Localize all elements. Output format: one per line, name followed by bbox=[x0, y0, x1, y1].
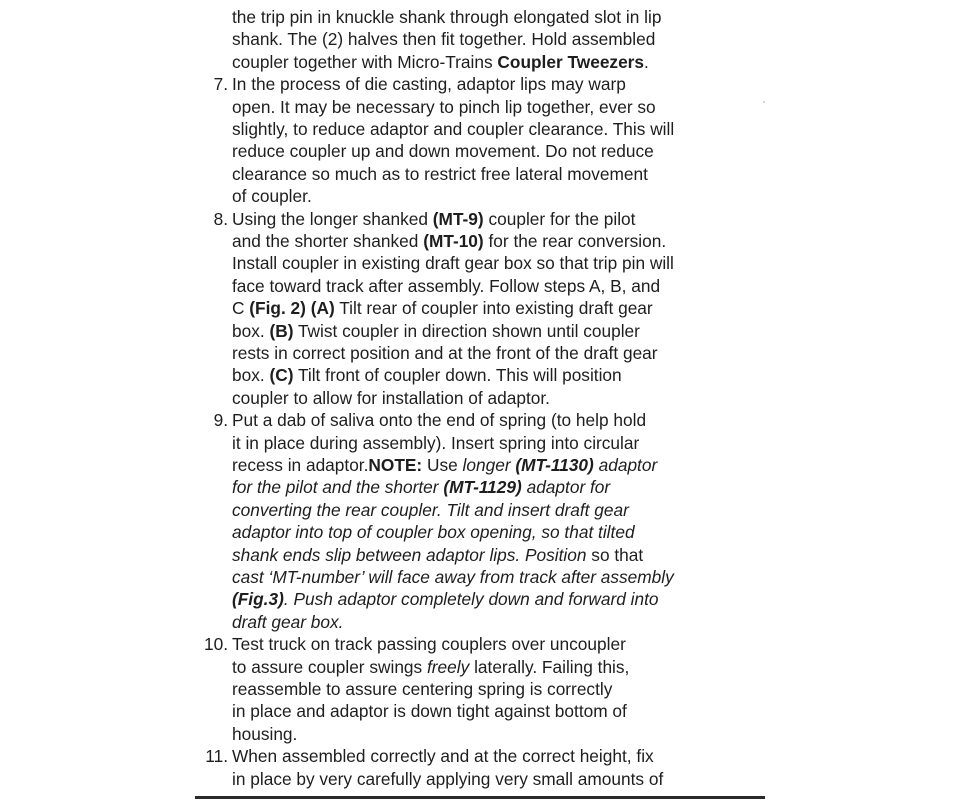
text-line bbox=[232, 342, 658, 364]
text-line bbox=[232, 700, 627, 722]
text-segment: Use bbox=[422, 455, 463, 475]
text-line bbox=[232, 499, 629, 521]
text-segment: (Fig. 2) bbox=[249, 298, 306, 319]
text-segment: freely bbox=[427, 656, 470, 677]
text-segment: adaptor bbox=[593, 455, 658, 475]
step-number bbox=[0, 208, 232, 230]
text-segment: reassemble to assure centering spring is correctly bbox=[232, 679, 613, 699]
text-segment: coupler for the pilot bbox=[483, 208, 636, 229]
text-segment: (MT-10) bbox=[423, 231, 484, 251]
text-segment: In the process of die casting, adaptor lips may warp bbox=[232, 74, 626, 95]
text-segment: and the shorter shanked bbox=[232, 231, 424, 251]
text-segment: for the pilot and the shorter bbox=[232, 477, 444, 498]
text-line bbox=[232, 387, 550, 409]
text-segment: adaptor for bbox=[521, 477, 611, 498]
text-line bbox=[232, 678, 612, 700]
text-segment: When assembled correctly and at the correct height, fix bbox=[232, 746, 654, 767]
text-line bbox=[232, 140, 654, 162]
step-number bbox=[0, 73, 232, 95]
text-line bbox=[232, 432, 639, 454]
text-segment: (MT-1130) bbox=[515, 455, 594, 475]
text-segment: (C) bbox=[269, 365, 294, 386]
text-segment: . bbox=[644, 51, 649, 72]
text-segment: cast ‘MT-number’ will face away from track after assembly bbox=[232, 567, 674, 587]
text-segment: NOTE: bbox=[368, 455, 423, 475]
text-segment: recess in adaptor. bbox=[232, 455, 369, 475]
text-segment: Test truck on track passing couplers over uncoupler bbox=[232, 634, 626, 655]
text-line bbox=[232, 208, 635, 230]
step-number-text: 7. bbox=[213, 74, 228, 95]
text-line bbox=[232, 745, 654, 767]
text-segment: open. It may be necessary to pinch lip together, ever so bbox=[232, 96, 656, 117]
text-line bbox=[232, 364, 622, 386]
text-segment: housing. bbox=[232, 723, 298, 744]
text-segment: Tilt rear of coupler into existing draft gear bbox=[334, 298, 653, 319]
text-segment: box. bbox=[232, 365, 270, 386]
text-segment: rests in correct position and at the front of the draft gear bbox=[232, 343, 658, 363]
text-line bbox=[232, 320, 640, 342]
scan-speck bbox=[763, 101, 765, 103]
text-line bbox=[232, 275, 660, 297]
text-segment: shank ends slip between adaptor lips. Position bbox=[232, 544, 592, 565]
text-segment: of coupler. bbox=[232, 186, 312, 207]
text-line bbox=[232, 252, 674, 274]
text-segment: (B) bbox=[269, 320, 294, 341]
text-line bbox=[232, 544, 643, 566]
step-number-text: 11. bbox=[205, 746, 228, 767]
text-line bbox=[232, 230, 666, 252]
step-number bbox=[0, 745, 232, 767]
text-segment: box. bbox=[232, 320, 270, 341]
text-segment: Twist coupler in direction shown until coupler bbox=[293, 320, 640, 341]
text-segment: converting the rear coupler. Tilt and insert draft gear bbox=[232, 499, 629, 520]
text-segment: Coupler Tweezers bbox=[497, 51, 645, 72]
text-line bbox=[232, 28, 655, 50]
text-segment: so that bbox=[591, 544, 644, 565]
text-segment: coupler to allow for installation of adaptor. bbox=[232, 387, 550, 408]
text-segment: Put a dab of saliva onto the end of spring (to help hold bbox=[232, 410, 647, 431]
text-segment: longer bbox=[462, 455, 516, 475]
text-segment: for the rear conversion. bbox=[483, 231, 667, 251]
text-segment: Install coupler in existing draft gear box so that trip pin will bbox=[232, 253, 674, 274]
text-line bbox=[232, 588, 659, 610]
step-number-text: 9. bbox=[213, 410, 228, 431]
step-number bbox=[0, 409, 232, 431]
text-segment: face toward track after assembly. Follow steps A, B, and bbox=[232, 275, 661, 296]
step-number-text: 10. bbox=[203, 634, 228, 655]
text-line bbox=[232, 611, 343, 633]
text-line bbox=[232, 73, 626, 95]
text-line bbox=[232, 566, 674, 588]
text-segment: coupler together with Micro-Trains bbox=[232, 51, 498, 72]
text-line bbox=[232, 476, 610, 498]
text-line bbox=[232, 163, 648, 185]
text-segment: adaptor into top of coupler box opening, so that tilted bbox=[232, 522, 635, 543]
text-segment: Using the longer shanked bbox=[232, 208, 433, 229]
text-segment: clearance so much as to restrict free lateral movement bbox=[232, 163, 648, 184]
text-segment: reduce coupler up and down movement. Do not reduce bbox=[232, 141, 654, 162]
text-segment: laterally. Failing this, bbox=[469, 656, 630, 677]
text-line bbox=[232, 409, 646, 431]
text-segment: shank. The (2) halves then fit together. Hold assembled bbox=[232, 29, 656, 50]
text-line bbox=[232, 51, 649, 73]
text-segment: (Fig.3) bbox=[232, 589, 284, 610]
text-line bbox=[232, 768, 663, 790]
text-line bbox=[232, 118, 674, 140]
text-segment: C bbox=[232, 298, 250, 319]
text-segment: . Push adaptor completely down and forward into bbox=[283, 589, 659, 610]
text-segment: draft gear box. bbox=[232, 611, 344, 632]
text-segment: slightly, to reduce adaptor and coupler clearance. This will bbox=[232, 119, 675, 139]
text-line bbox=[232, 297, 653, 319]
text-segment: to assure coupler swings bbox=[232, 656, 427, 677]
text-segment: Tilt front of coupler down. This will position bbox=[293, 365, 622, 386]
text-segment: the trip pin in knuckle shank through elongated slot in lip bbox=[232, 7, 662, 27]
text-segment: in place by very carefully applying very small amounts of bbox=[232, 768, 664, 789]
text-segment: it in place during assembly). Insert spring into circular bbox=[232, 432, 640, 453]
text-line bbox=[232, 723, 297, 745]
step-number bbox=[0, 633, 232, 655]
text-line bbox=[232, 656, 629, 678]
text-line bbox=[232, 6, 661, 28]
text-segment: in place and adaptor is down tight against bottom of bbox=[232, 701, 627, 722]
text-line bbox=[232, 521, 635, 543]
text-line bbox=[232, 96, 656, 118]
text-segment: (A) bbox=[310, 298, 335, 319]
text-segment: (MT-9) bbox=[432, 208, 484, 229]
bottom-rule bbox=[195, 796, 765, 799]
text-segment: (MT-1129) bbox=[443, 477, 522, 498]
text-line bbox=[232, 185, 312, 207]
text-line bbox=[232, 454, 657, 476]
text-line bbox=[232, 633, 626, 655]
step-number-text: 8. bbox=[213, 208, 228, 229]
